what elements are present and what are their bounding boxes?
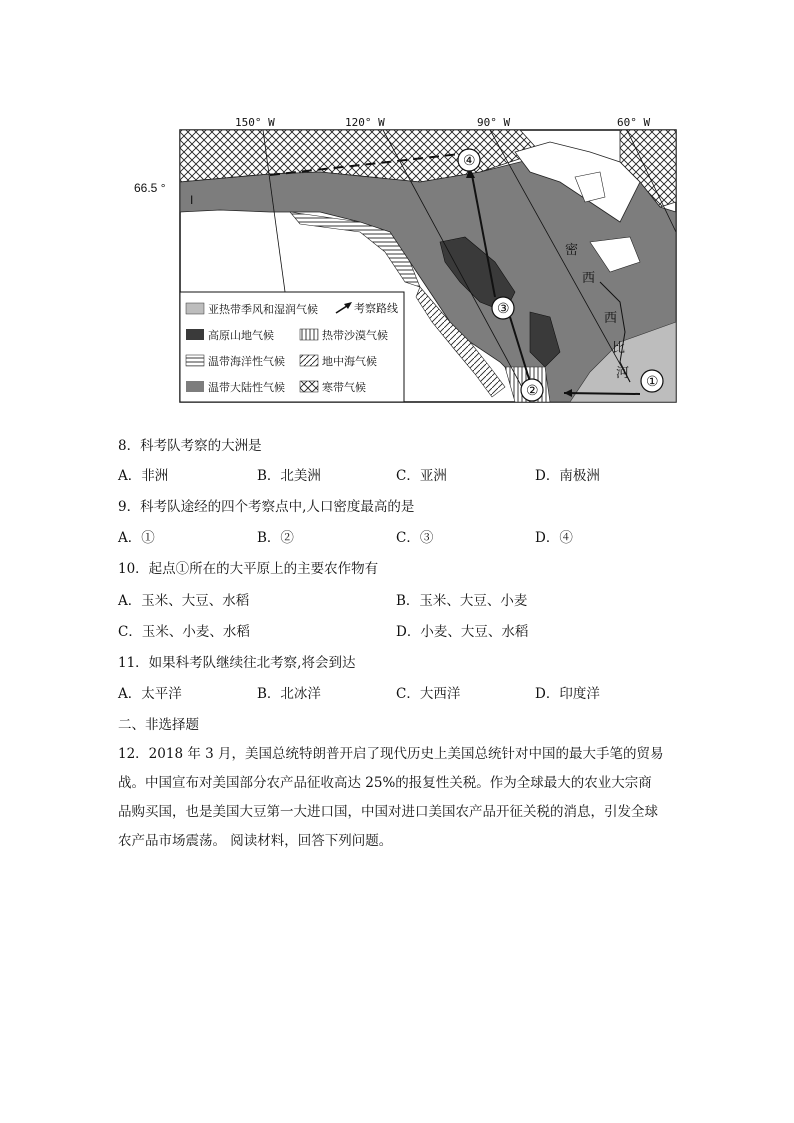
legend-route: 考察路线: [354, 302, 398, 315]
q8-option-c[interactable]: C．亚洲: [396, 468, 447, 484]
q9-option-d[interactable]: D．④: [535, 530, 573, 546]
legend-temperate-continental: 温带大陆性气候: [208, 381, 285, 394]
section-title: 二、非选择题: [118, 717, 199, 733]
q10-option-a[interactable]: A．玉米、大豆、水稻: [118, 593, 250, 609]
legend-subtropical: 亚热带季风和湿润气候: [208, 303, 318, 316]
point-3-label: ③: [497, 300, 510, 316]
question-10-stem: 10．起点①所在的大平原上的主要农作物有: [118, 561, 379, 577]
lat-label: 66.5 °: [134, 181, 166, 195]
q11-option-c[interactable]: C．大西洋: [396, 686, 461, 702]
q11-option-b[interactable]: B．北冰洋: [257, 686, 321, 702]
question-8-stem: 8．科考队考察的大洲是: [118, 438, 262, 454]
q9-option-c[interactable]: C．③: [396, 530, 434, 546]
legend-mediterranean: 地中海气候: [322, 355, 377, 368]
river-char-1: 密: [565, 243, 579, 258]
point-4-label: ④: [463, 152, 476, 168]
lon-label-120w: 120° W: [345, 116, 385, 129]
legend-frigid: 寒带气候: [322, 381, 366, 394]
question-9-stem: 9．科考队途经的四个考察点中,人口密度最高的是: [118, 499, 415, 515]
q9-option-b[interactable]: B．②: [257, 530, 294, 546]
q12-line-1: 12．2018 年 3 月，美国总统特朗普开启了现代历史上美国总统针对中国的最大手笔的贸易: [118, 746, 664, 762]
legend-highland: 高原山地气候: [208, 329, 274, 342]
question-11-stem: 11．如果科考队继续往北考察,将会到达: [118, 655, 356, 671]
q9-option-a[interactable]: A．①: [118, 530, 155, 546]
river-char-3: 西: [604, 311, 618, 326]
river-char-5: 河: [616, 366, 630, 381]
point-1-label: ①: [646, 373, 659, 389]
q10-option-d[interactable]: D．小麦、大豆、水稻: [396, 624, 529, 640]
q11-option-a[interactable]: A．太平洋: [118, 686, 182, 702]
q8-option-a[interactable]: A．非洲: [118, 468, 169, 484]
q8-option-b[interactable]: B．北美洲: [257, 468, 321, 484]
q12-line-3: 品购买国，也是美国大豆第一大进口国，中国对进口美国农产品开征关税的消息，引发全球: [118, 804, 658, 820]
river-char-4: 比: [612, 341, 626, 356]
river-char-2: 西: [582, 271, 596, 286]
legend-temperate-marine: 温带海洋性气候: [208, 355, 285, 368]
lat-roman-label: I: [190, 193, 194, 207]
q8-option-d[interactable]: D．南极洲: [535, 468, 600, 484]
lon-label-150w: 150° W: [235, 116, 275, 129]
climate-map: [120, 112, 680, 412]
question-12-passage: [118, 740, 674, 856]
legend-tropical-desert: 热带沙漠气候: [322, 329, 388, 342]
map-legend: [180, 292, 404, 402]
q11-option-d[interactable]: D．印度洋: [535, 686, 600, 702]
q10-option-b[interactable]: B．玉米、大豆、小麦: [396, 593, 528, 609]
point-2-label: ②: [526, 382, 539, 398]
lon-label-90w: 90° W: [477, 116, 511, 129]
q12-line-2: 战。中国宣布对美国部分农产品征收高达 25%的报复性关税。作为全球最大的农业大宗商: [118, 775, 652, 791]
q12-line-4: 农产品市场震荡。 阅读材料，回答下列问题。: [118, 833, 393, 849]
lon-label-60w: 60° W: [617, 116, 651, 129]
q10-option-c[interactable]: C．玉米、小麦、水稻: [118, 624, 250, 640]
